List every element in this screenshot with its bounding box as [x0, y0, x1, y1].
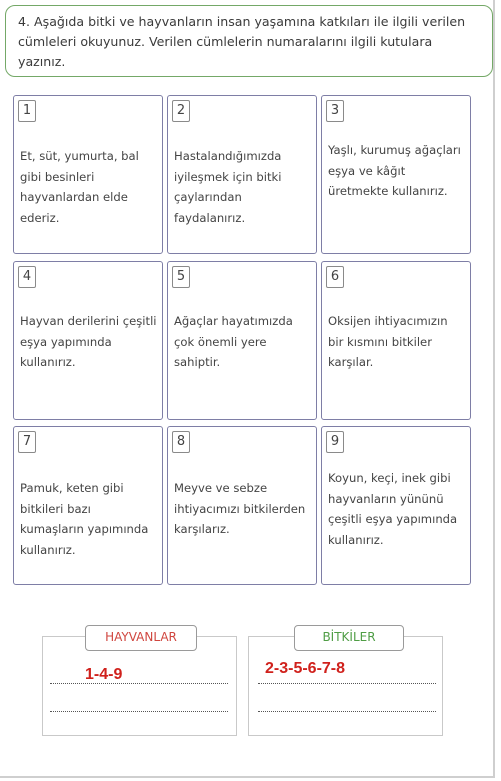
plants-answer-line-2[interactable] [258, 711, 436, 712]
card-number: 2 [172, 100, 190, 122]
card-number: 8 [172, 431, 190, 453]
statement-card-5 [167, 261, 317, 420]
plants-answer-line-1[interactable] [258, 683, 436, 684]
card-text: Yaşlı, kurumuş ağaçları eşya ve kâğıt üretmekte kullanırız. [328, 143, 461, 198]
statement-card-8 [167, 426, 317, 585]
statement-card-9 [321, 426, 471, 585]
animals-label: HAYVANLAR [85, 625, 197, 651]
animals-answer-box [42, 636, 237, 736]
card-number: 6 [326, 266, 344, 288]
animals-answer-text: 1-4-9 [85, 666, 123, 683]
plants-answer-box [248, 636, 443, 736]
instruction-text: 4. Aşağıda bitki ve hayvanların insan yaşamına katkıları ile ilgili verilen cümleleri okuyunuz. Verilen cümlelerin numaralarını ilgili kutulara yazınız. [18, 14, 466, 69]
card-number: 4 [18, 266, 36, 288]
card-number: 9 [326, 431, 344, 453]
card-text: Et, süt, yumurta, bal gibi besinleri hayvanlardan elde ederiz. [20, 149, 139, 225]
card-number: 7 [18, 431, 36, 453]
card-text: Oksijen ihtiyacımızın bir kısmını bitkiler karşılar. [328, 314, 448, 369]
plants-answer-text: 2-3-5-6-7-8 [265, 660, 346, 677]
card-number: 5 [172, 266, 190, 288]
card-text: Ağaçlar hayatımızda çok önemli yere sahiptir. [174, 314, 293, 369]
statement-card-1 [13, 95, 163, 254]
animals-answer-line-1[interactable] [50, 683, 228, 684]
statement-card-4 [13, 261, 163, 420]
statement-card-7 [13, 426, 163, 585]
card-number: 3 [326, 100, 344, 122]
card-text: Hastalandığımızda iyileşmek için bitki çaylarından faydalanırız. [174, 149, 282, 225]
card-number: 1 [18, 100, 36, 122]
card-text: Hayvan derilerini çeşitli eşya yapımında kullanırız. [20, 314, 157, 369]
plants-label: BİTKİLER [294, 625, 404, 651]
instruction-box [5, 5, 493, 77]
card-text: Koyun, keçi, inek gibi hayvanların yününü çeşitli eşya yapımında kullanırız. [328, 471, 458, 547]
card-text: Pamuk, keten gibi bitkileri bazı kumaşların yapımında kullanırız. [20, 481, 149, 557]
statement-card-6 [321, 261, 471, 420]
animals-answer-line-2[interactable] [50, 711, 228, 712]
card-text: Meyve ve sebze ihtiyacımızı bitkilerden karşılarız. [174, 481, 306, 536]
statement-card-2 [167, 95, 317, 254]
statement-card-3 [321, 95, 471, 254]
